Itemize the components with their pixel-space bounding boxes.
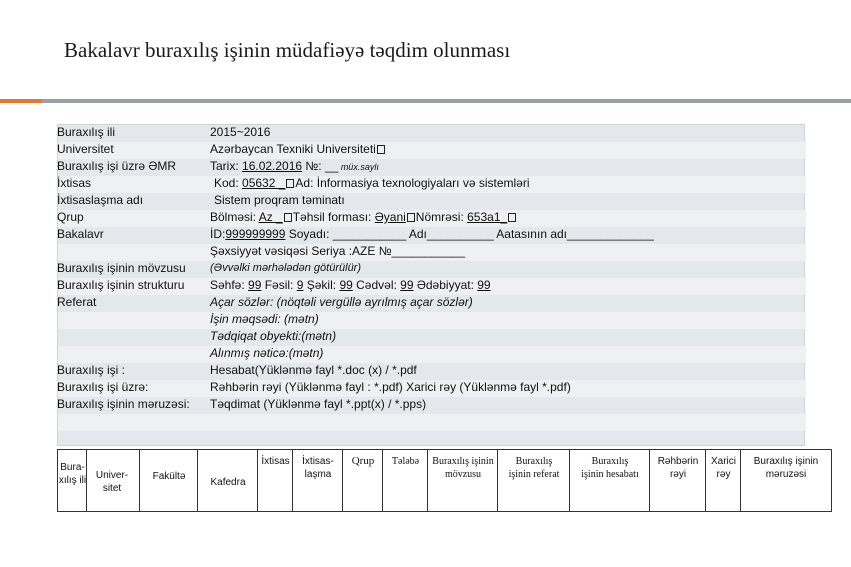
study-form-label: Təhsil forması: [292, 210, 375, 224]
col-faculty [140, 450, 198, 511]
value-specialization[interactable]: Sistem proqram təminatı [214, 193, 345, 207]
header-faculty: Fakültə [152, 471, 186, 482]
header-external-review: Xarici rəy [710, 456, 736, 480]
code-value[interactable]: 05632 _ [242, 176, 286, 190]
label-specialty: İxtisas [57, 176, 92, 190]
pages-label: Səhfə: [210, 278, 249, 292]
section-dropdown-icon[interactable] [284, 213, 292, 222]
order-hint: müx.saylı [338, 162, 379, 172]
passport-label: Şəxsiyyət vəsiqəsi Seriya :AZE № [210, 244, 392, 258]
header-topic: Buraxılış işinin mövzusu [432, 456, 494, 480]
section-label: Bölməsi: [210, 210, 259, 224]
id-label: İD: [210, 227, 226, 241]
accent-bar [0, 99, 42, 103]
group-number-label: Nömrəsi: [415, 210, 468, 224]
section-value[interactable]: Az _ [258, 210, 283, 224]
value-results[interactable]: Alınmış nəticə:(mətn) [210, 346, 324, 360]
col-external-review [706, 450, 741, 511]
value-topic[interactable]: (Əvvəlki mərhələdən götürülür) [210, 262, 362, 274]
student-name-fields[interactable]: Soyadı: ___________ Adı__________ Aatasının adı_____________ [285, 227, 654, 241]
col-group [343, 450, 383, 511]
code-dropdown-icon[interactable] [286, 179, 294, 188]
university-dropdown-icon[interactable] [377, 145, 385, 154]
label-year: Buraxılış ili [57, 125, 116, 139]
label-work: Buraxılış işi : [57, 363, 126, 377]
value-order[interactable] [210, 158, 379, 176]
col-department [198, 450, 258, 511]
upload-report[interactable]: Hesabat(Yüklənmə fayl *.doc (x) / *.pdf [210, 363, 417, 377]
chapters-value[interactable]: 9 [296, 278, 304, 292]
col-abstract [498, 450, 570, 511]
upload-reviews[interactable]: Rəhbərin rəyi (Yüklənmə fayl : *.pdf) Xarici rəy (Yüklənmə fayl *.pdf) [210, 380, 571, 394]
order-date-label: Tarix: [210, 159, 243, 173]
label-university: Universitet [57, 142, 114, 156]
page-title: Bakalavr buraxılış işinin müdafiəyə təqdim olunması [64, 38, 511, 62]
order-date-value[interactable]: 16.02.2016 [242, 159, 303, 173]
col-university [87, 450, 140, 511]
passport-number[interactable]: ___________ [391, 244, 466, 258]
header-presentation: Buraxılış işinin məruzəsi [753, 456, 819, 480]
university-text: Azərbaycan Texniki Universiteti [210, 142, 376, 156]
value-year[interactable]: 2015~2016 [210, 125, 271, 139]
value-passport[interactable] [210, 243, 465, 260]
header-year: Bura-xılış ili [58, 462, 87, 486]
value-group[interactable] [210, 209, 517, 226]
tables-value[interactable]: 99 [400, 278, 414, 292]
specialty-name: Ad: İnformasiya texnologiyaları və sistemləri [295, 176, 530, 190]
group-dropdown-icon[interactable] [508, 213, 516, 222]
label-structure: Buraxılış işinin strukturu [57, 278, 185, 292]
figures-value[interactable]: 99 [339, 278, 353, 292]
title-underline [0, 99, 851, 103]
label-abstract: Referat [57, 295, 97, 309]
col-topic [428, 450, 498, 511]
col-report [570, 450, 650, 511]
figures-label: Şəkil: [303, 278, 340, 292]
col-specialty [258, 450, 293, 511]
label-on-work: Buraxılış işi üzrə: [57, 380, 149, 394]
value-keywords[interactable]: Açar sözlər: (nöqtəli vergüllə ayrılmış açar sözlər) [210, 295, 473, 309]
header-specialization: İxtisas-laşma [302, 456, 334, 480]
col-year [58, 450, 87, 511]
col-student [383, 450, 428, 511]
value-specialty[interactable] [210, 175, 530, 192]
id-value[interactable]: 999999999 [225, 227, 286, 241]
header-specialty: İxtisas [261, 456, 290, 467]
chapters-label: Fəsil: [261, 278, 297, 292]
header-report: Buraxılış işinin hesabatı [581, 456, 639, 480]
label-report: Buraxılış işinin məruzəsi: [57, 397, 190, 411]
value-structure[interactable] [210, 277, 491, 294]
label-bachelor: Bakalavr [57, 227, 104, 241]
col-specialization [293, 450, 343, 511]
value-research-object[interactable]: Tədqiqat obyekti:(mətn) [210, 329, 337, 343]
label-order: Buraxılış işi üzrə ƏMR [57, 159, 177, 173]
code-label: Kod: [214, 176, 243, 190]
label-topic: Buraxılış işinin mövzusu [57, 261, 186, 275]
literature-value[interactable]: 99 [477, 278, 491, 292]
col-presentation [741, 450, 831, 511]
value-student-id[interactable] [210, 226, 654, 243]
col-supervisor-review [650, 450, 706, 511]
study-form-value[interactable]: Əyani [374, 210, 406, 224]
header-department: Kafedra [210, 477, 246, 488]
label-specialization: İxtisaslaşma adı [57, 193, 144, 207]
tables-label: Cədvəl: [352, 278, 401, 292]
rule-bar [42, 99, 851, 103]
value-purpose[interactable]: İşin məqsədi: (mətn) [210, 312, 319, 326]
summary-table [57, 449, 832, 512]
literature-label: Ədəbiyyat: [413, 278, 478, 292]
header-supervisor-review: Rəhbərin rəyi [657, 456, 699, 480]
value-university[interactable] [210, 141, 386, 158]
header-student: Tələbə [391, 456, 420, 467]
order-number[interactable]: №: __ [302, 159, 339, 173]
study-form-dropdown-icon[interactable] [407, 213, 415, 222]
header-group: Qrup [351, 455, 375, 467]
header-university: Univer-sitet [95, 470, 129, 494]
pages-value[interactable]: 99 [248, 278, 262, 292]
header-abstract: Buraxılış işinin referat [508, 456, 560, 480]
label-group: Qrup [57, 210, 84, 224]
upload-presentation[interactable]: Təqdimat (Yüklənmə fayl *.ppt(x) / *.pps) [210, 397, 427, 411]
group-number-value[interactable]: 653a1_ [467, 210, 508, 224]
